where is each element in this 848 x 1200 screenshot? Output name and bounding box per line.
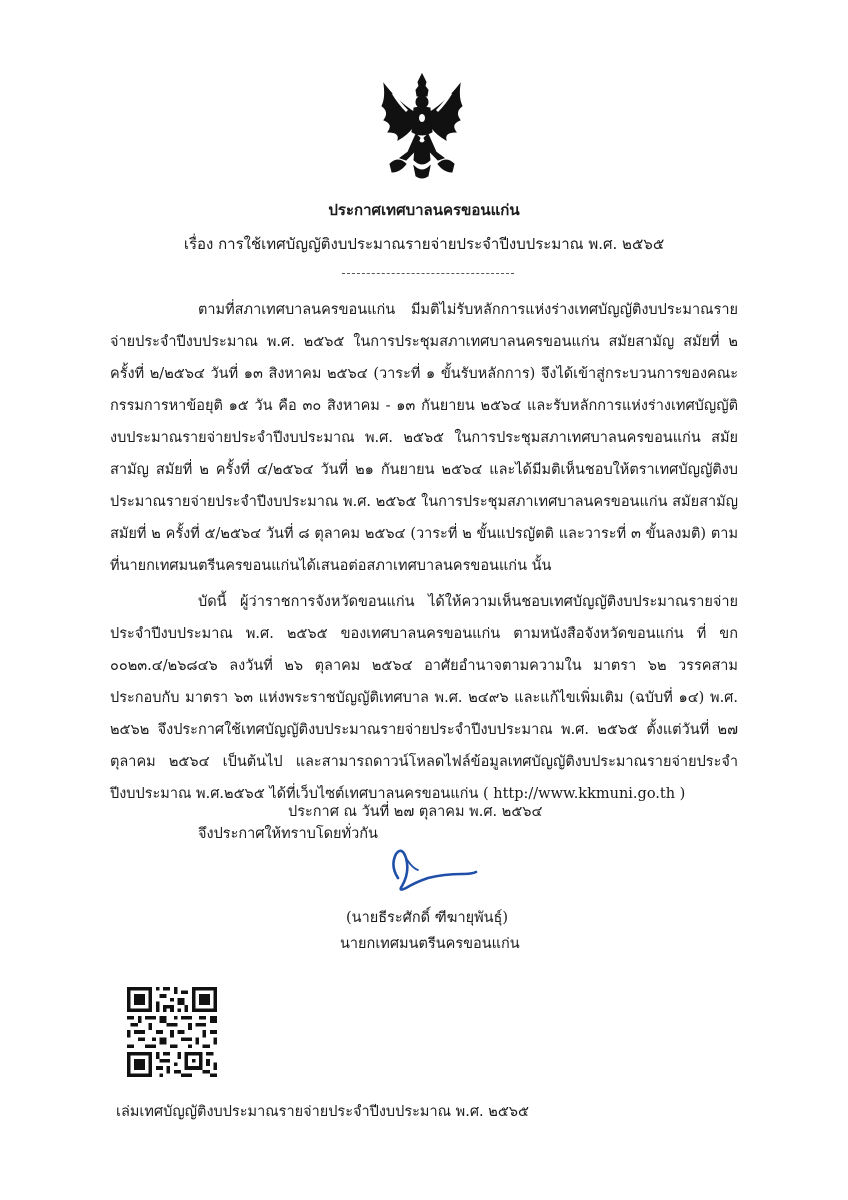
qr-code-icon bbox=[127, 987, 217, 1077]
issued-date: ประกาศ ณ วันที่ ๒๗ ตุลาคม พ.ศ. ๒๕๖๔ bbox=[288, 804, 543, 820]
body-paragraph-1: ตามที่สภาเทศบาลนครขอนแก่น มีมติไม่รับหลักการแห่งร่างเทศบัญญัติงบประมาณรายจ่ายประจำปีงบประมาณ พ.ศ. ๒๕๖๕ ในการประชุมสภาเทศบาลนครขอนแก่น สมัยสามัญ สมัยที่ ๒ ครั้งที่ ๒/๒๕๖๔ วันที่ ๑๓ สิงหาคม ๒๕๖๔ (วาระที่ ๑ ขั้นรับหลักการ) จึงได้เข้าสู่กระบวนการของคณะกรรมการหาข้อยุติ ๑๕ วัน คือ ๓๐ สิงหาคม - ๑๓ กันยายน ๒๕๖๔ และรับหลักการแห่งร่างเทศบัญญัติงบประมาณรายจ่ายประจำปีงบประมาณ พ.ศ. ๒๕๖๕ ในการประชุมสภาเทศบาลนครขอนแก่น สมัยสามัญ สมัยที่ ๒ ครั้งที่ ๔/๒๕๖๔ วันที่ ๒๑ กันยายน ๒๕๖๔ และได้มีมติเห็นชอบให้ตราเทศบัญญัติงบประมาณรายจ่ายประจำปีงบประมาณ พ.ศ. ๒๕๖๕ ในการประชุมสภาเทศบาลนครขอนแก่น สมัยสามัญ สมัยที่ ๒ ครั้งที่ ๕/๒๕๖๔ วันที่ ๘ ตุลาคม ๒๕๖๔ (วาระที่ ๒ ขั้นแปรญัตติ และวาระที่ ๓ ขั้นลงมติ) ตามที่นายกเทศมนตรีนครขอนแก่นได้เสนอต่อสภาเทศบาลนครขอนแก่น นั้น bbox=[110, 302, 738, 574]
announcement-title: ประกาศเทศบาลนครขอนแก่น bbox=[328, 201, 520, 219]
qr-caption: เล่มเทศบัญญัติงบประมาณรายจ่ายประจำปีงบประมาณ พ.ศ. ๒๕๖๕ bbox=[116, 1104, 529, 1120]
body-paragraph-2: บัดนี้ ผู้ว่าราชการจังหวัดขอนแก่น ได้ให้ความเห็นชอบเทศบัญญัติงบประมาณรายจ่ายประจำปีงบประมาณ พ.ศ. ๒๕๖๕ ของเทศบาลนครขอนแก่น ตามหนังสือจังหวัดขอนแก่น ที่ ขก ๐๐๒๓.๔/๒๖๘๔๖ ลงวันที่ ๒๖ ตุลาคม ๒๕๖๔ อาศัยอำนาจตามความใน มาตรา ๖๒ วรรคสาม ประกอบกับ มาตรา ๖๓ แห่งพระราชบัญญัติเทศบาล พ.ศ. ๒๔๙๖ และแก้ไขเพิ่มเติม (ฉบับที่ ๑๔) พ.ศ. ๒๕๖๒ จึงประกาศใช้เทศบัญญัติงบประมาณรายจ่ายประจำปีงบประมาณ พ.ศ. ๒๕๖๕ ตั้งแต่วันที่ ๒๗ ตุลาคม ๒๕๖๔ เป็นต้นไป และสามารถดาวน์โหลดไฟล์ข้อมูลเทศบัญญัติงบประมาณรายจ่ายประจำปีงบประมาณ พ.ศ.๒๕๖๕ ได้ที่เว็บไซต์เทศบาลนครขอนแก่น ( http://www.kkmuni.go.th ) bbox=[110, 594, 738, 802]
announcement-subject: เรื่อง การใช้เทศบัญญัติงบประมาณรายจ่ายประจำปีงบประมาณ พ.ศ. ๒๕๖๕ bbox=[183, 235, 665, 253]
closing-statement: จึงประกาศให้ทราบโดยทั่วกัน bbox=[198, 826, 378, 842]
signature-icon bbox=[372, 840, 482, 900]
title-divider bbox=[342, 273, 514, 274]
signer-title: นายกเทศมนตรีนครขอนแก่น bbox=[340, 936, 520, 952]
announcement-body bbox=[110, 294, 738, 850]
garuda-emblem-icon bbox=[378, 72, 466, 180]
signer-name: (นายธีระศักดิ์ ฑีฆายุพันธุ์) bbox=[346, 910, 509, 926]
